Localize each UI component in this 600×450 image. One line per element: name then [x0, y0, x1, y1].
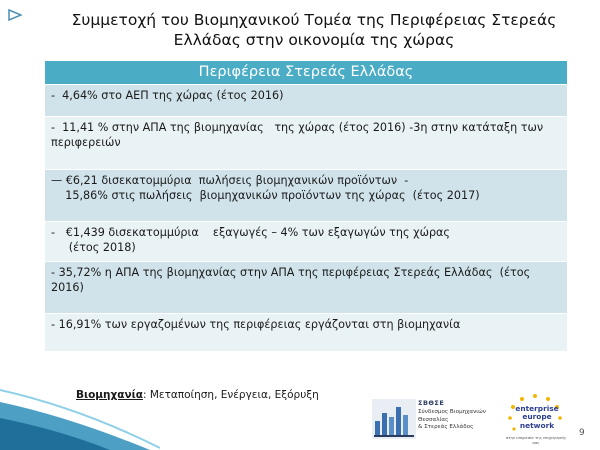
slide-title — [40, 10, 588, 50]
sbthe-subtitle: Σύνδεσμος Βιομηχανιών Θεσσαλίας & Στερεάς Ελλάδος — [418, 409, 486, 430]
table-row: - 11,41 % στην ΑΠΑ της βιομηχανίας της χώρας (έτος 2016) -3η στην κατάταξη των περιφερειών — [45, 116, 567, 169]
arrow-bullet-icon — [8, 9, 22, 21]
een-line-3: network — [519, 420, 555, 430]
sbthe-logo — [372, 393, 497, 443]
table-header: Περιφέρεια Στερεάς Ελλάδας — [45, 61, 567, 84]
table-row: - 35,72% η ΑΠΑ της βιομηχανίας στην ΑΠΑ της περιφέρειας Στερεάς Ελλάδας (έτος 2016) — [45, 261, 567, 313]
page-number: 9 — [579, 428, 585, 438]
een-wordmark — [508, 405, 566, 430]
een-logo — [500, 392, 570, 444]
decorative-swoosh — [0, 372, 160, 450]
table-row: - 4,64% στο ΑΕΠ της χώρας (έτος 2016) — [45, 84, 567, 116]
info-table — [45, 61, 567, 351]
sbthe-name: ΣΒΘΣΕ — [418, 399, 445, 407]
slide-title-line-2: Ελλάδας στην οικονομία της χώρας — [173, 31, 455, 49]
legend-label: Βιομηχανία — [76, 389, 143, 401]
table-row: — €6,21 δισεκατομμύρια πωλήσεις βιομηχανικών προϊόντων - 15,86% στις πωλήσεις βιομηχανικών προϊόντων της χώρας (έτος 2017) — [45, 169, 567, 221]
legend-note — [76, 389, 319, 401]
table-row: - 16,91% των εργαζομένων της περιφέρειας εργάζονται στη βιομηχανία — [45, 313, 567, 351]
slide-title-line-1: Συμμετοχή του Βιομηχανικού Τομέα της Περιφέρειας Στερεάς — [71, 11, 557, 29]
legend-text: : Μεταποίηση, Ενέργεια, Εξόρυξη — [142, 389, 319, 401]
een-line-2: europe — [522, 412, 552, 422]
een-line-1: enterprise — [515, 404, 559, 413]
een-tagline: στην υπηρεσία της επιχείρησής σας — [505, 435, 567, 445]
factory-logo-icon — [372, 399, 416, 439]
table-row: - €1,439 δισεκατομμύρια εξαγωγές – 4% των εξαγωγών της χώρας (έτος 2018) — [45, 221, 567, 261]
